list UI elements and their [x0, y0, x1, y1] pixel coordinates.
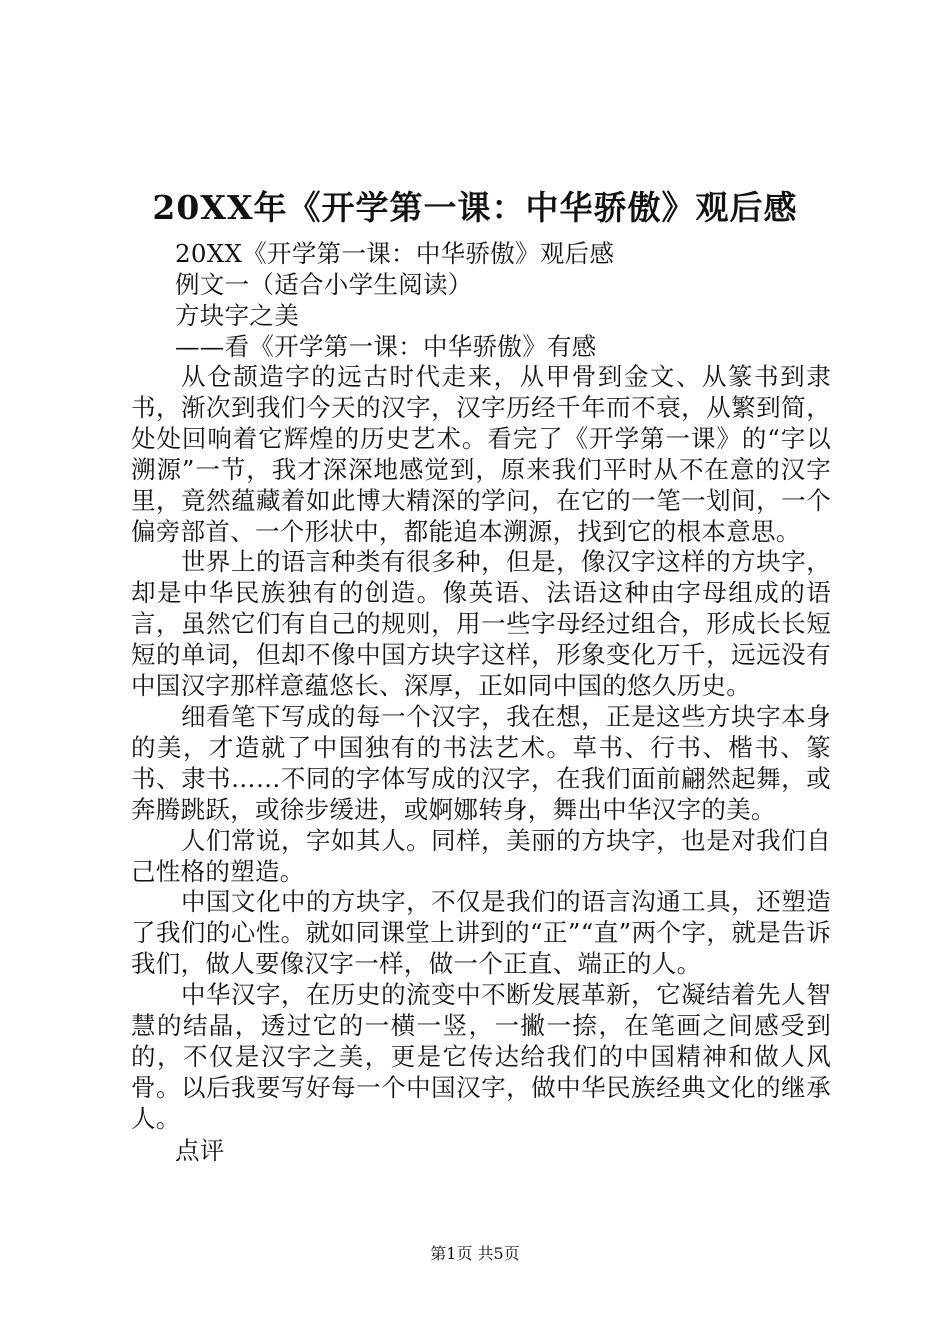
example-label: 例文一（适合小学生阅读） [175, 270, 473, 299]
document-body [131, 238, 831, 1166]
paragraph: 世界上的语言种类有很多种，但是，像汉字这样的方块字，却是中华民族独有的创造。像英语、法语这种由字母组成的语言，虽然它们有自己的规则，用一些字母经过组合，形成长长短短的单词，但却不像中国方块字这样，形象变化万千，远远没有中国汉字那样意蕴悠长、深厚，正如同中国的悠久历史。 [131, 547, 831, 701]
essay-subtitle: ——看《开学第一课：中华骄傲》有感 [175, 332, 597, 361]
page-indicator: 第1页 共5页 [430, 1244, 520, 1263]
document-title: 20XX年《开学第一课：中华骄傲》观后感 [152, 188, 798, 227]
paragraph: 从仓颉造字的远古时代走来，从甲骨到金文、从篆书到隶书，渐次到我们今天的汉字，汉字历经千年而不衰，从繁到简，处处回响着它辉煌的历史艺术。看完了《开学第一课》的“字以溯源”一节，我才深深地感觉到，原来我们平时从不在意的汉字里，竟然蕴藏着如此博大精深的学问，在它的一笔一划间，一个偏旁部首、一个形状中，都能追本溯源，找到它的根本意思。 [131, 362, 832, 546]
paragraph: 中国文化中的方块字，不仅是我们的语言沟通工具，还塑造了我们的心性。就如同课堂上讲到的“正”“直”两个字，就是告诉我们，做人要像汉字一样，做一个正直、端正的人。 [131, 887, 831, 979]
paragraph: 中华汉字，在历史的流变中不断发展革新，它凝结着先人智慧的结晶，透过它的一横一竖，一撇一捺，在笔画之间感受到的，不仅是汉字之美，更是它传达给我们的中国精神和做人风骨。以后我要写好每一个中国汉字，做中华民族经典文化的继承人。 [131, 980, 831, 1133]
paragraph: 细看笔下写成的每一个汉字，我在想，正是这些方块字本身的美，才造就了中国独有的书法艺术。草书、行书、楷书、篆书、隶书……不同的字体写成的汉字，在我们面前翩然起舞，或奔腾跳跃，或徐步缓进，或婀娜转身，舞出中华汉字的美。 [131, 701, 831, 824]
review-label: 点评 [175, 1135, 225, 1165]
paragraph: 人们常说，字如其人。同样，美丽的方块字，也是对我们自己性格的塑造。 [131, 825, 831, 886]
subtitle-line: 20XX《开学第一课：中华骄傲》观后感 [175, 239, 615, 268]
essay-title: 方块字之美 [175, 301, 299, 330]
